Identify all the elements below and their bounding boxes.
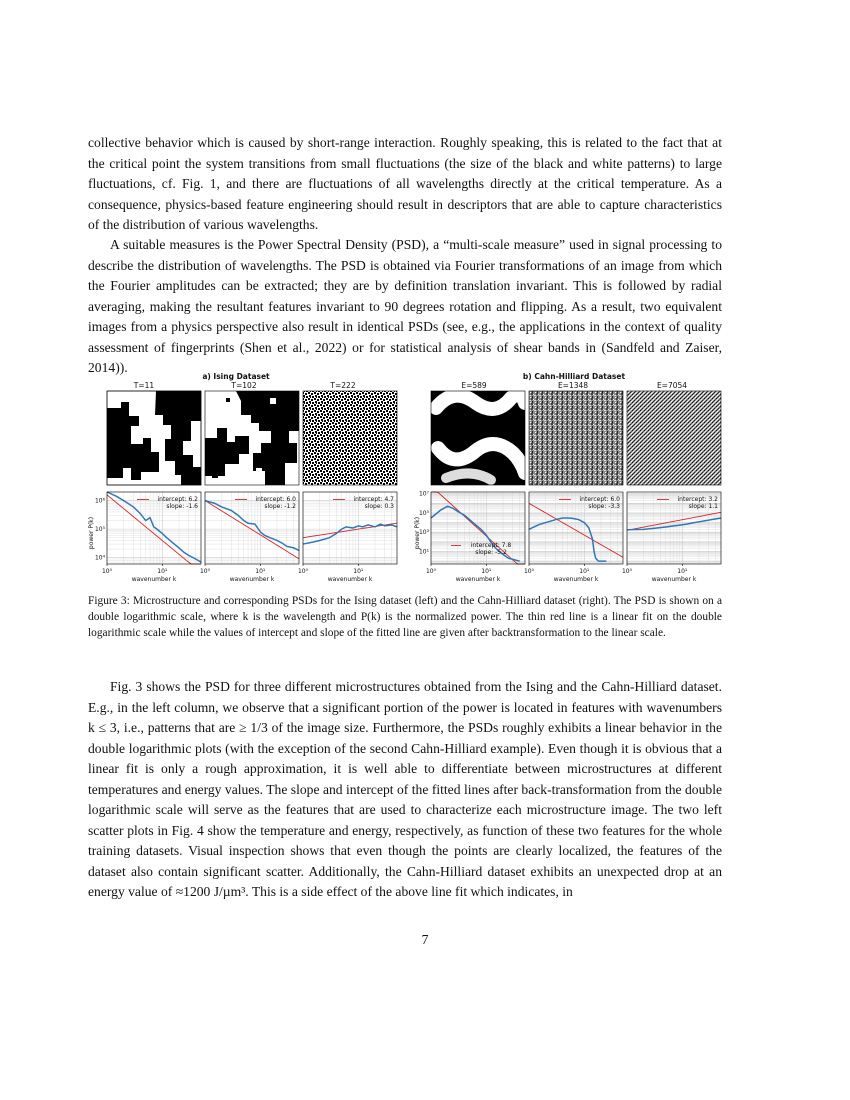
group-title-ising: a) Ising Dataset <box>202 372 270 381</box>
legend-slope: slope: 0.3 <box>364 503 394 510</box>
x-axis-label: wavenumber k <box>455 576 501 583</box>
legend-intercept: intercept: 6.2 <box>157 496 198 503</box>
psd-panel-5 <box>524 492 623 583</box>
paragraph-1: collective behavior which is caused by short-range interaction. Roughly speaking, this is related to the fact that at the critical point the system transitions from small fluctuations (the size of the black and white patterns) to large fluctuations, cf. Fig. 1, and there are fluctuations of all wavelengths directly at the critical temperature. As a consequence, physics-based feature engineering should result in descriptors that are able to capture characteristics of the distribution of various wavelengths. <box>88 135 722 232</box>
y-axis-label-ising: power P(k) <box>88 516 95 550</box>
y-tick-label: 10⁷ <box>418 490 429 498</box>
x-tick-label: 10¹ <box>481 568 492 575</box>
y-axis-label-cahn-hilliard: power P(k) <box>414 516 421 550</box>
y-tick-label: 10¹ <box>418 548 429 556</box>
panel-title-4: E=589 <box>461 381 487 390</box>
figure-3 <box>86 368 726 583</box>
panel-title-1: T=11 <box>133 381 155 390</box>
page-number: 7 <box>421 932 429 947</box>
x-tick-label: 10¹ <box>677 568 688 575</box>
psd-panel-2 <box>200 492 299 583</box>
psd-panel-1 <box>95 492 201 583</box>
group-title-cahn-hilliard: b) Cahn-Hilliard Dataset <box>522 372 626 381</box>
x-axis-label: wavenumber k <box>131 576 177 583</box>
microstructure-image-4 <box>431 391 525 485</box>
paragraph-2: A suitable measures is the Power Spectral Density (PSD), a “multi-scale measure” used in signal processing to describe the distribution of wavelengths. The PSD is obtained via Fourier transformations of an image from which the Fourier amplitudes can be extracted; they are by definition translation invariant. This is followed by radial averaging, making the resultant features invariant to 90 degrees rotation and flipping. As a result, two equivalent images from a physics perspective also result in identical PSDs (see, e.g., the applications in the context of quality assessment of fingerprints (Shen et al., 2022) or for statistical analysis of shear bands in (Sandfeld and Zaiser, 2014)). <box>88 237 722 375</box>
panel-title-3: T=222 <box>330 381 356 390</box>
x-tick-label: 10¹ <box>353 568 364 575</box>
microstructure-image-2 <box>205 391 299 485</box>
legend-slope: slope: -1.2 <box>264 503 296 510</box>
psd-panel-3 <box>298 492 397 583</box>
x-tick-label: 10¹ <box>255 568 266 575</box>
legend-slope: slope: 1.1 <box>688 503 718 510</box>
legend-slope: slope: -1.6 <box>166 503 198 510</box>
legend-intercept: intercept: 6.0 <box>579 496 620 503</box>
y-tick-label: 10⁶ <box>94 497 105 505</box>
figure-caption: Figure 3: Microstructure and corresponding PSDs for the Ising dataset (left) and the Cahn-Hilliard dataset (right). The PSD is shown on a double logarithmic scale, where k is the wavelength and P(k) is the normalized power. The thin red line is a linear fit on the double logarithmic scale while the values of intercept and slope of the fitted line are given after backtransformation to the linear scale. <box>88 595 722 639</box>
panel-title-2: T=102 <box>231 381 257 390</box>
legend-intercept: intercept: 4.7 <box>353 496 394 503</box>
x-tick-label: 10⁰ <box>101 568 113 575</box>
y-tick-label: 10⁴ <box>94 554 105 562</box>
psd-panel-4 <box>419 491 525 583</box>
x-tick-label: 10¹ <box>157 568 168 575</box>
y-tick-label: 10⁵ <box>94 526 105 534</box>
panel-title-6: E=7054 <box>656 381 688 390</box>
psd-panel-6 <box>622 492 721 583</box>
panel-title-5: E=1348 <box>557 381 589 390</box>
x-tick-label: 10¹ <box>579 568 590 575</box>
legend-intercept: intercept: 3.2 <box>677 496 718 503</box>
x-tick-label: 10⁰ <box>297 568 309 575</box>
y-tick-label: 10³ <box>418 529 429 537</box>
legend-intercept: intercept: 6.0 <box>255 496 296 503</box>
fit-line <box>529 503 623 557</box>
psd-line <box>303 524 397 544</box>
x-tick-label: 10⁰ <box>523 568 535 575</box>
x-axis-label: wavenumber k <box>651 576 697 583</box>
x-axis-label: wavenumber k <box>327 576 373 583</box>
microstructure-image-6 <box>627 391 721 485</box>
x-tick-label: 10⁰ <box>199 568 211 575</box>
figure-3-svg <box>86 368 726 583</box>
legend-intercept: intercept: 7.8 <box>470 542 512 549</box>
x-axis-label: wavenumber k <box>553 576 599 583</box>
microstructure-image-5 <box>529 391 623 485</box>
x-tick-label: 10⁰ <box>621 568 633 575</box>
y-tick-label: 10⁵ <box>418 509 429 517</box>
x-tick-label: 10⁰ <box>425 568 437 575</box>
microstructure-image-3 <box>303 391 397 485</box>
paragraph-3: Fig. 3 shows the PSD for three different microstructures obtained from the Ising and the Cahn-Hilliard dataset. E.g., in the left column, we observe that a significant portion of the power is located in features with wavenumbers k ≤ 3, i.e., patterns that are ≥ 1/3 of the image size. Furthermore, the PSDs roughly exhibits a linear behavior in the double logarithmic plots (with the exception of the second Cahn-Hilliard example). Even though it is obvious that a linear fit is only a rough approximation, it is well able to differentiate between microstructures at different temperatures and energy values. The slope and intercept of the fitted lines after back-transformation from the double logarithmic scale will serve as the features that are used to characterize each microstructure image. The two left scatter plots in Fig. 4 show the temperature and energy, respectively, as function of these two features for the whole training datasets. Visual inspection shows that even though the points are clearly localized, the features of the dataset also contain significant scatter. Additionally, the Cahn-Hilliard dataset exhibits an unexpected drop at an energy value of ≈1200 J/µm³. This is a side effect of the above line fit which indicates, in <box>88 679 722 899</box>
microstructure-image-1 <box>107 391 201 485</box>
x-axis-label: wavenumber k <box>229 576 275 583</box>
legend-slope: slope: -3.3 <box>588 503 620 510</box>
legend-slope: slope: -5.2 <box>475 549 507 556</box>
